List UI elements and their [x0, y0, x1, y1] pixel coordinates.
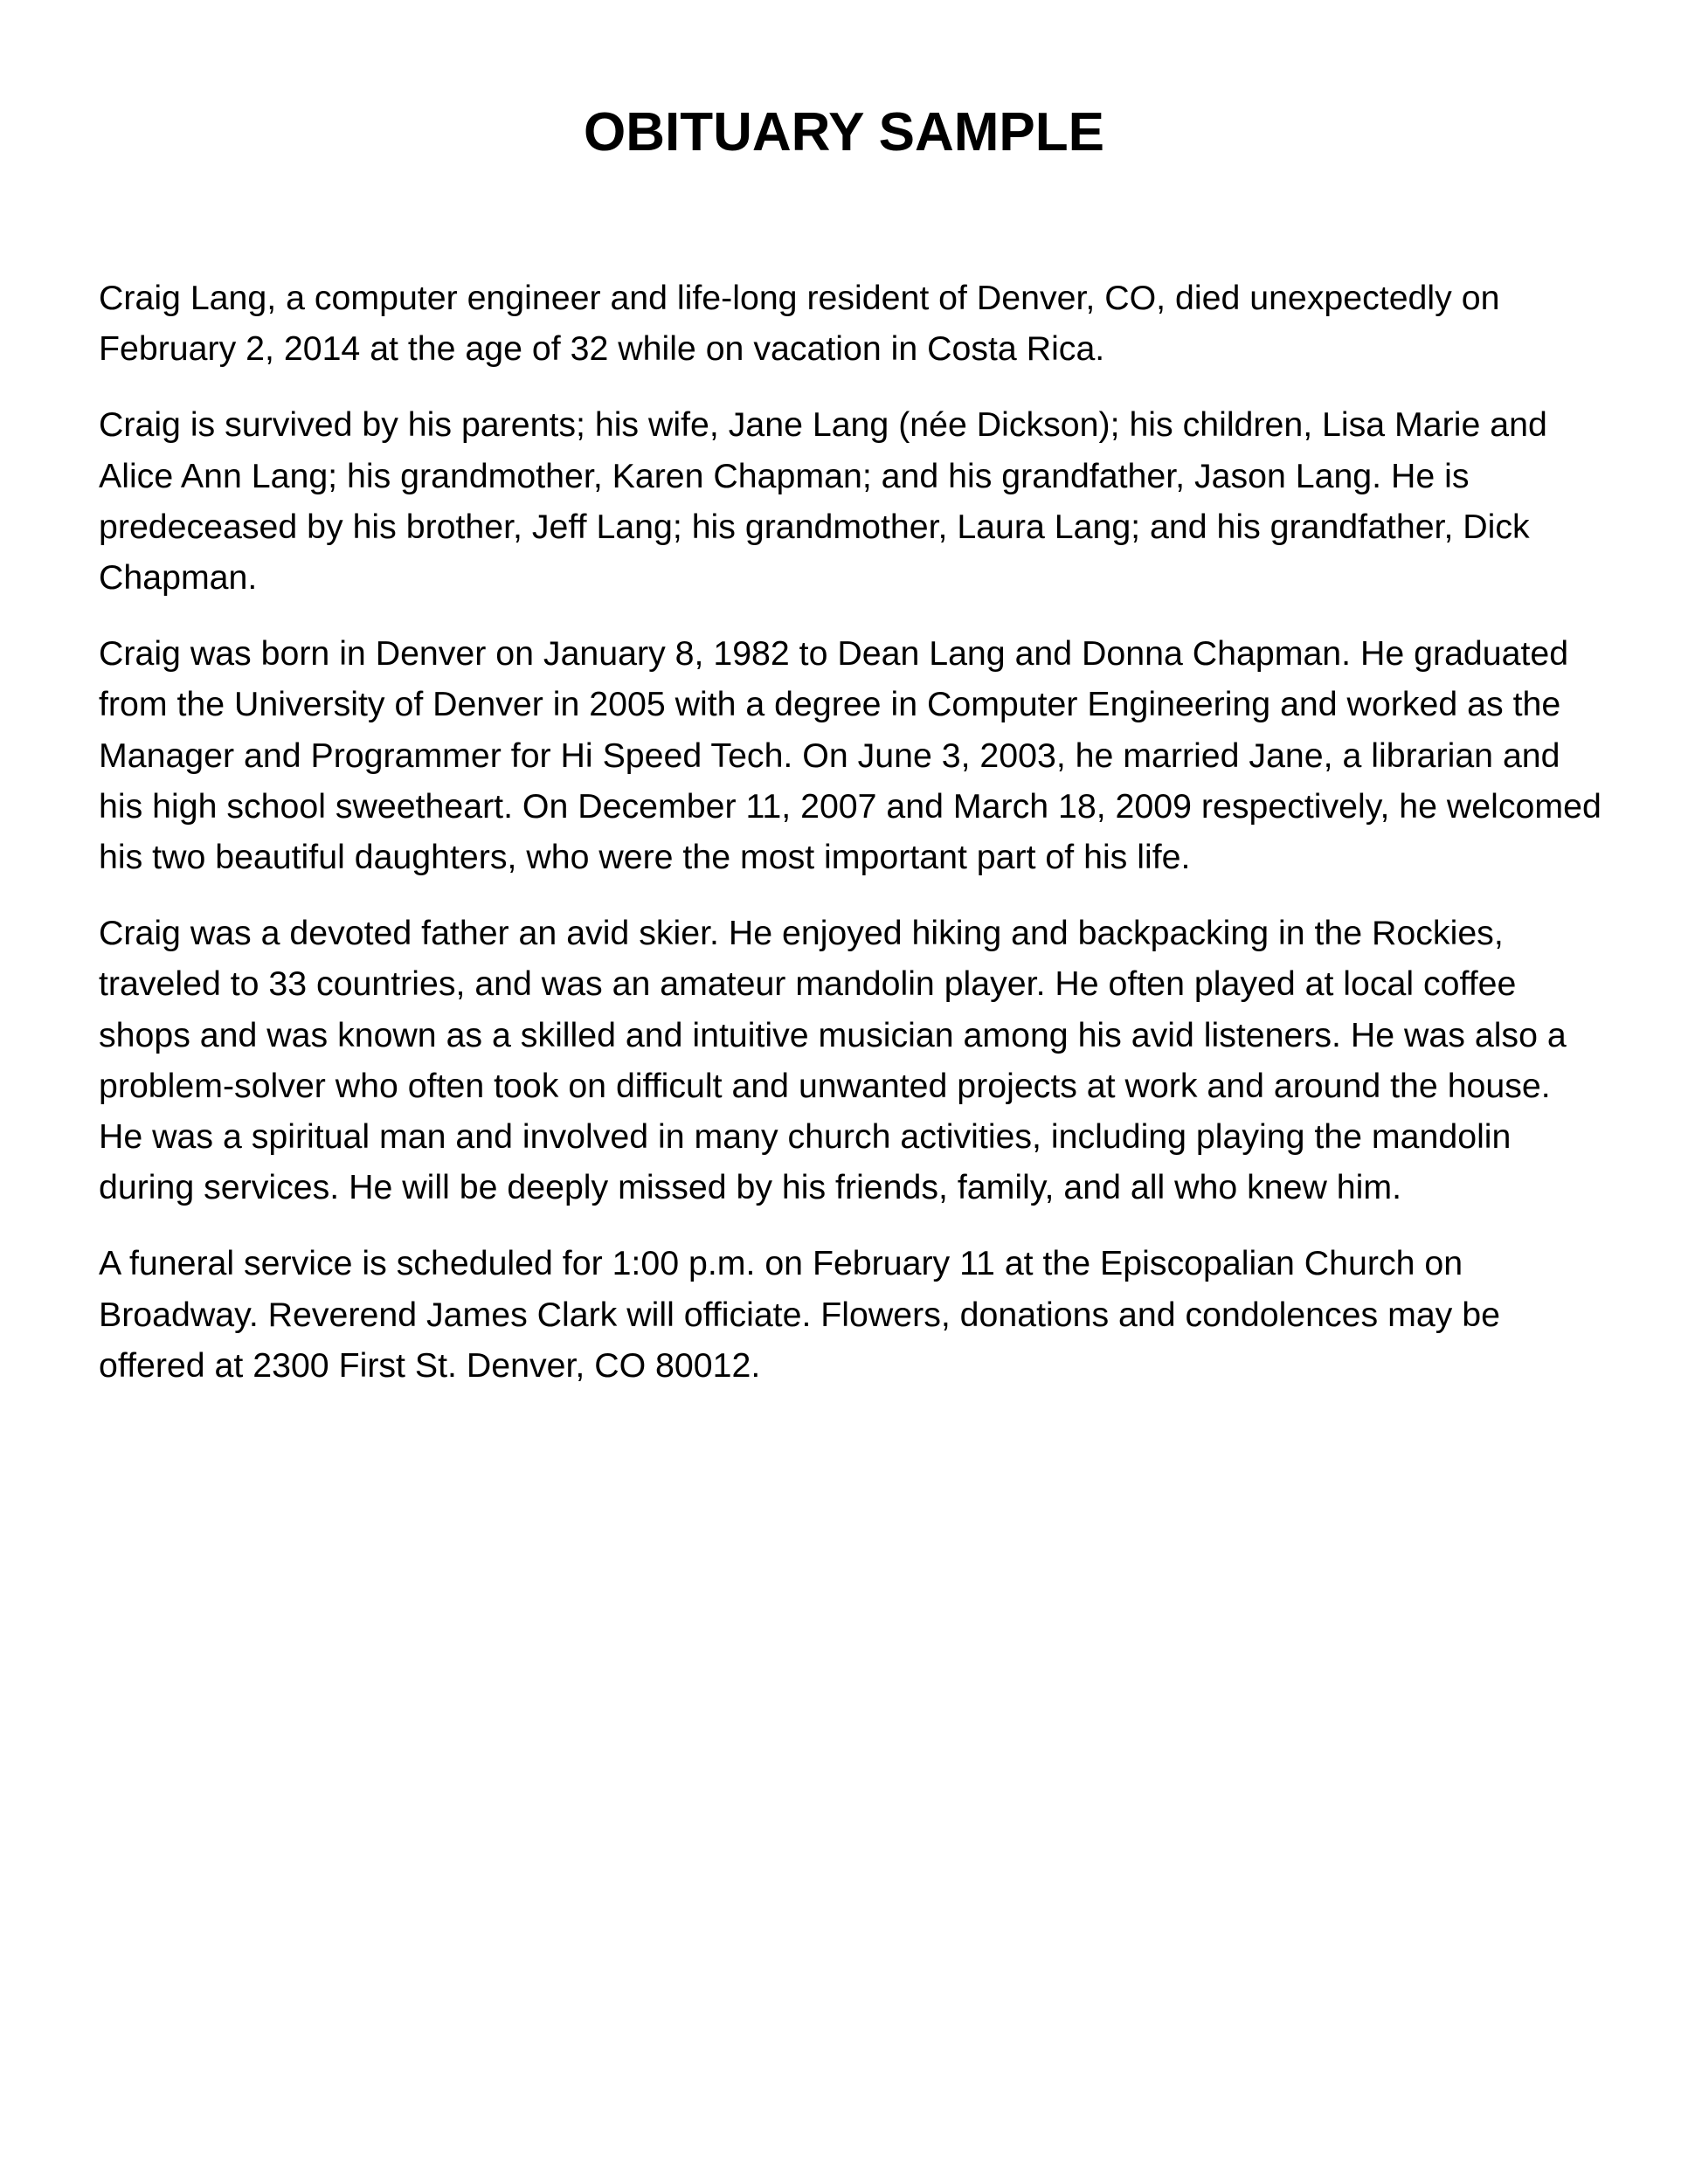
document-title: OBITUARY SAMPLE	[584, 102, 1104, 162]
paragraph-service-details: A funeral service is scheduled for 1:00 p.m. on February 11 at the Episcopalian Church on Broadway. Reverend James Clark will officiate. Flowers, donations and condolences may be offered at 2300 First St. Denver, CO 80012.	[99, 1244, 1500, 1385]
paragraph-death-notice: Craig Lang, a computer engineer and life-long resident of Denver, CO, died unexpectedly on February 2, 2014 at the age of 32 while on vacation in Costa Rica.	[99, 279, 1500, 369]
paragraph-personal-life: Craig was a devoted father an avid skier. He enjoyed hiking and backpacking in the Rockies, traveled to 33 countries, and was an amateur mandolin player. He often played at local coffee shops and was known as a skilled and intuitive musician among his avid listeners. He was also a problem-solver who often took on difficult and unwanted projects at work and around the house. He was a spiritual man and involved in many church activities, including playing the mandolin during services. He will be deeply missed by his friends, family, and all who knew him.	[99, 914, 1567, 1207]
document-body	[99, 273, 1602, 1416]
paragraph-biography: Craig was born in Denver on January 8, 1982 to Dean Lang and Donna Chapman. He graduated from the University of Denver in 2005 with a degree in Computer Engineering and worked as the Manager and Programmer for Hi Speed Tech. On June 3, 2003, he married Jane, a librarian and his high school sweetheart. On December 11, 2007 and March 18, 2009 respectively, he welcomed his two beautiful daughters, who were the most important part of his life.	[99, 634, 1602, 877]
paragraph-survivors: Craig is survived by his parents; his wife, Jane Lang (née Dickson); his children, Lisa Marie and Alice Ann Lang; his grandmother, Karen Chapman; and his grandfather, Jason Lang. He is predeceased by his brother, Jeff Lang; his grandmother, Laura Lang; and his grandfather, Dick Chapman.	[99, 405, 1547, 598]
